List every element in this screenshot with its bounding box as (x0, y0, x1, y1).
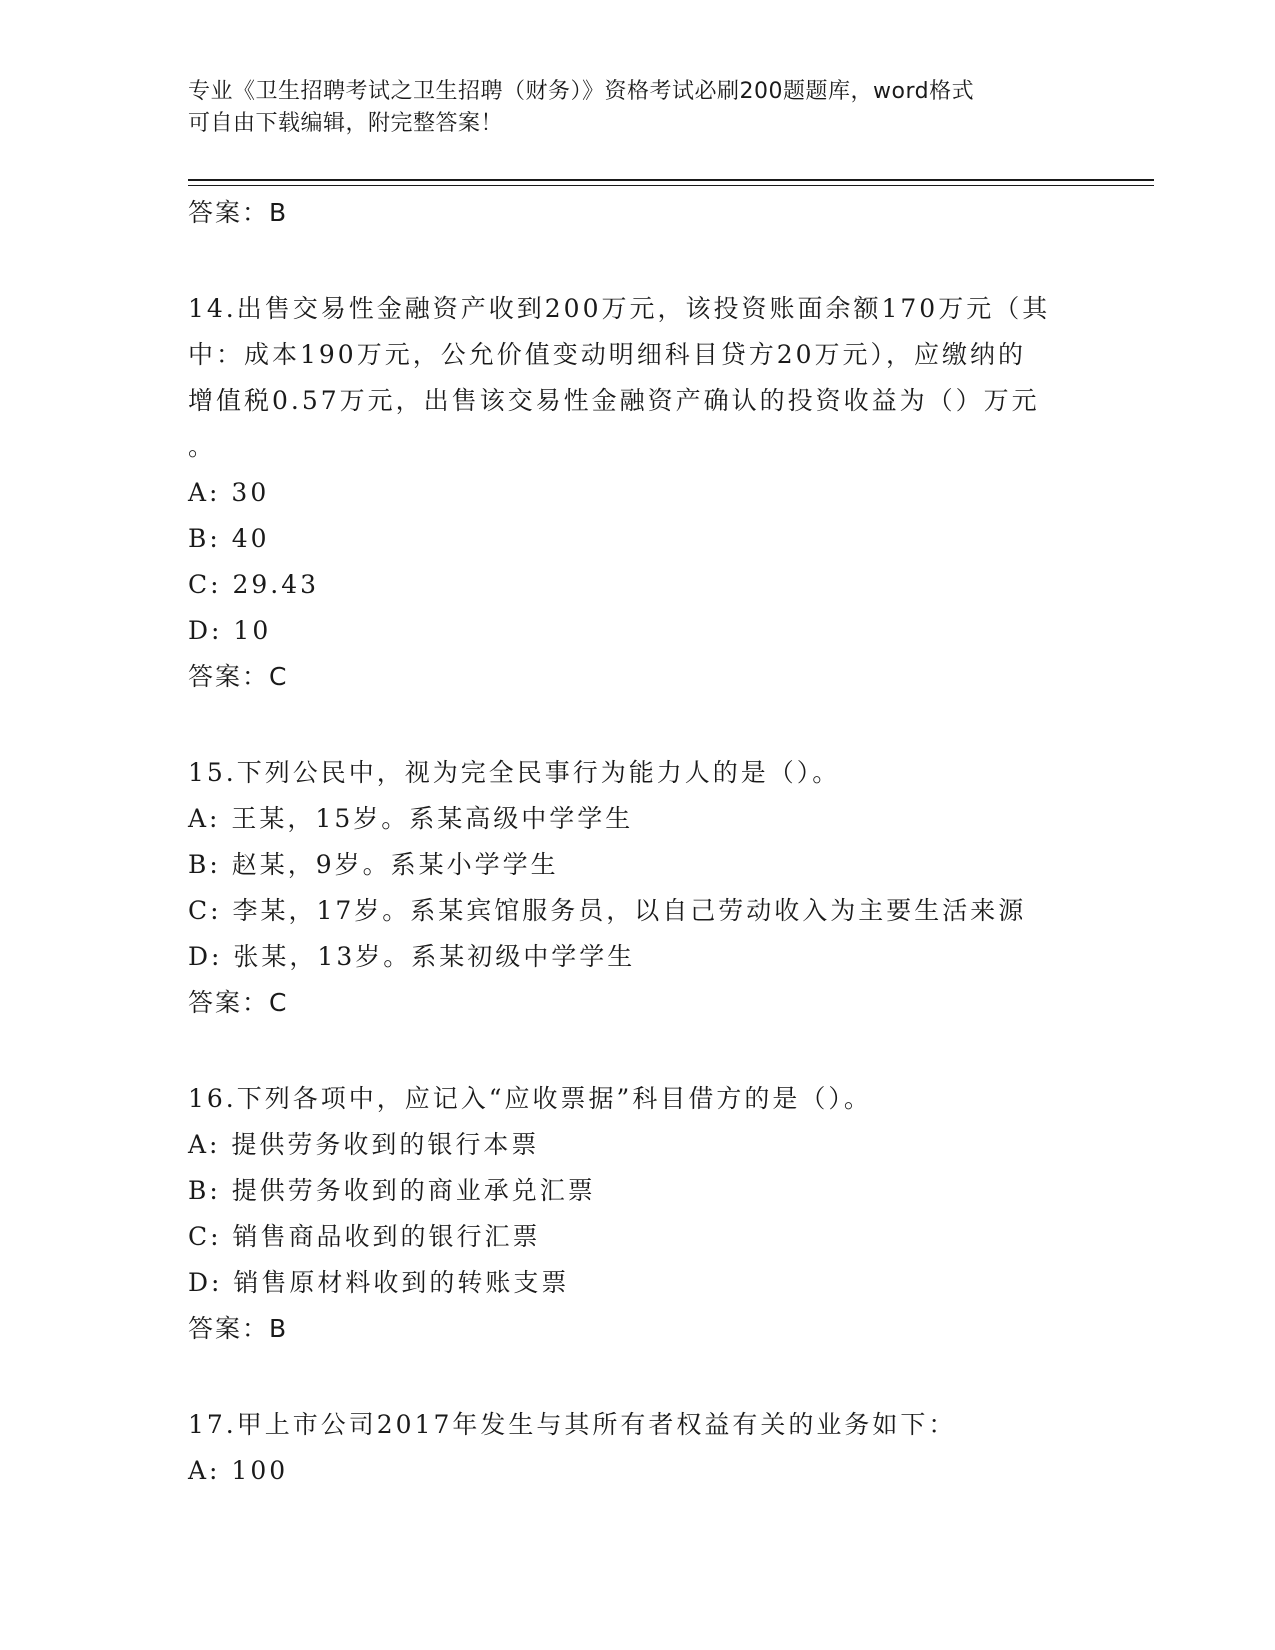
option-b: B: 赵某，9岁。系某小学学生 (188, 850, 559, 879)
spacer (188, 1352, 1088, 1402)
question-stem: 16.下列各项中，应记入“应收票据”科目借方的是（）。 (188, 1084, 872, 1113)
spacer (188, 1026, 1088, 1076)
question-stem: 15.下列公民中，视为完全民事行为能力人的是（）。 (188, 758, 841, 787)
question-17 (188, 1402, 1088, 1494)
question-stem-line: 。 (188, 432, 214, 461)
option-d: D: 张某，13岁。系某初级中学学生 (188, 942, 636, 971)
option-b: B: 提供劳务收到的商业承兑汇票 (188, 1176, 596, 1205)
header-title-line-1: 专业《卫生招聘考试之卫生招聘（财务）》资格考试必刷200题题库，word格式 (188, 79, 975, 104)
page-header (188, 76, 1068, 140)
question-15 (188, 750, 1088, 1026)
answer: 答案：C (188, 988, 289, 1017)
spacer (188, 236, 1088, 286)
question-14 (188, 286, 1088, 700)
option-a: A: 100 (188, 1456, 289, 1485)
answer: 答案：C (188, 662, 289, 691)
spacer (188, 700, 1088, 750)
question-16 (188, 1076, 1088, 1352)
question-stem: 17.甲上市公司2017年发生与其所有者权益有关的业务如下： (188, 1410, 957, 1439)
option-a: A: 王某，15岁。系某高级中学学生 (188, 804, 634, 833)
option-d: D: 10 (188, 616, 272, 645)
option-a: A: 30 (188, 478, 270, 507)
previous-answer: 答案：B (188, 198, 289, 227)
option-a: A: 提供劳务收到的银行本票 (188, 1130, 540, 1159)
option-d: D: 销售原材料收到的转账支票 (188, 1268, 570, 1297)
question-list (188, 190, 1088, 1494)
question-stem-line: 增值税0.57万元，出售该交易性金融资产确认的投资收益为（）万元 (188, 386, 1040, 415)
option-c: C: 李某，17岁。系某宾馆服务员，以自己劳动收入为主要生活来源 (188, 896, 1027, 925)
option-c: C: 29.43 (188, 570, 320, 599)
header-title-line-2: 可自由下载编辑，附完整答案！ (188, 111, 504, 136)
answer: 答案：B (188, 1314, 289, 1343)
header-divider (188, 179, 1154, 181)
header-divider-thin (188, 185, 1154, 186)
option-b: B: 40 (188, 524, 270, 553)
question-stem-line: 14.出售交易性金融资产收到200万元，该投资账面余额170万元（其 (188, 294, 1051, 323)
option-c: C: 销售商品收到的银行汇票 (188, 1222, 541, 1251)
question-stem-line: 中：成本190万元，公允价值变动明细科目贷方20万元），应缴纳的 (188, 340, 1027, 369)
